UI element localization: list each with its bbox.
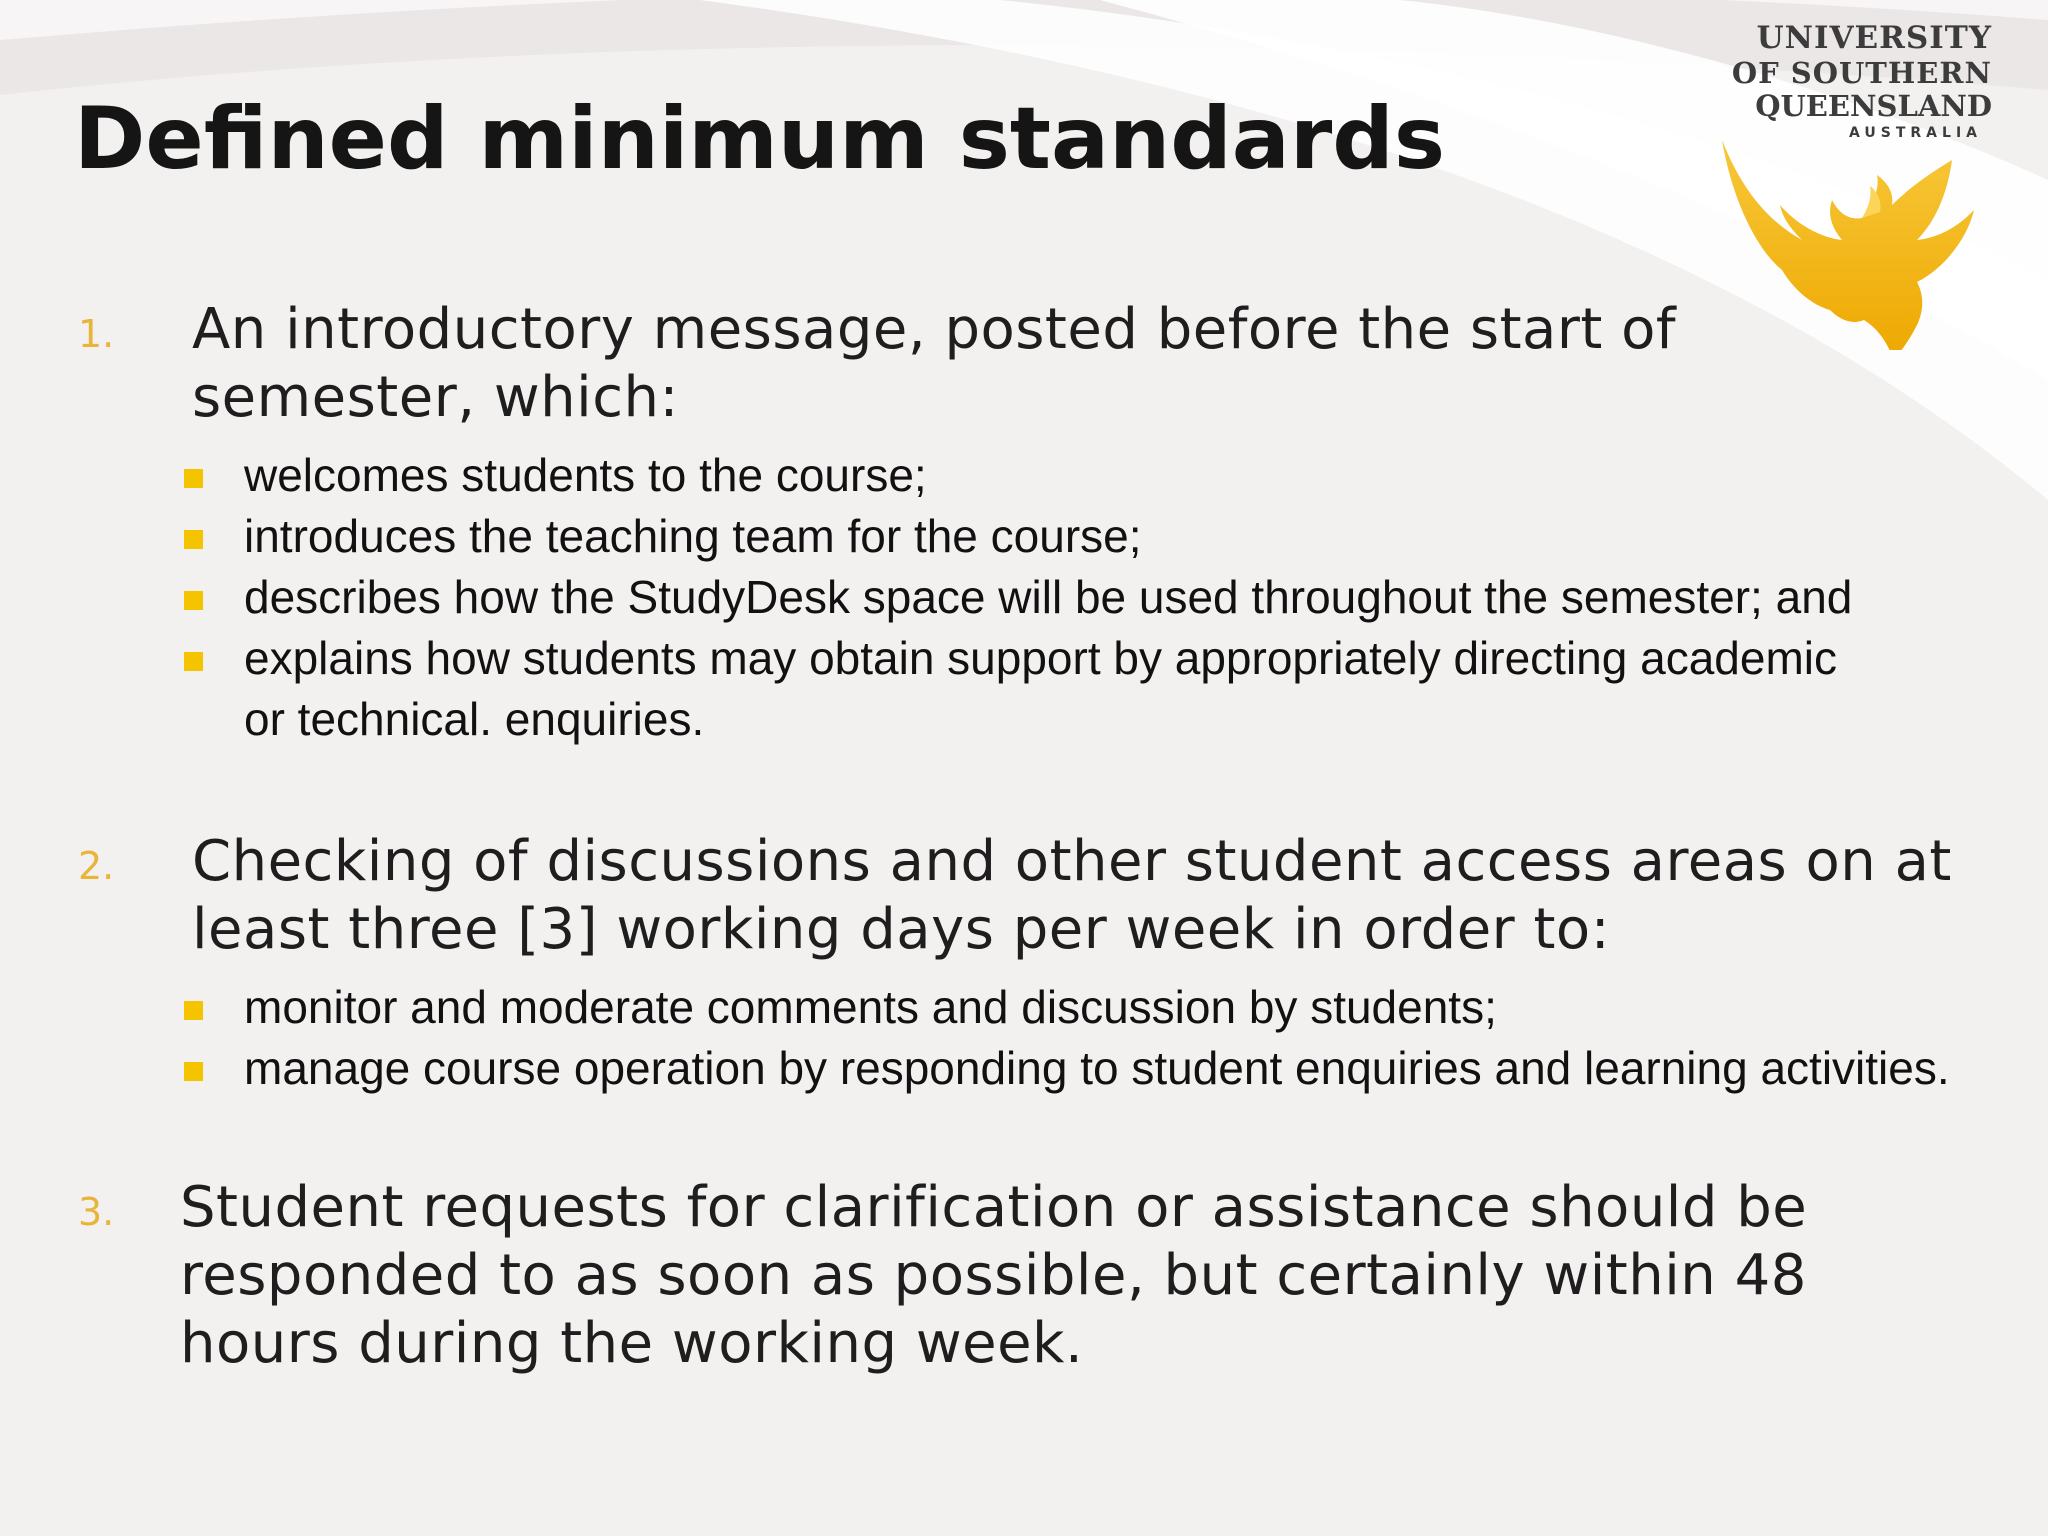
list-item: describes how the StudyDesk space will be used throughout the semester; and xyxy=(180,567,1980,628)
item-number: 2. xyxy=(78,844,115,888)
list-item: manage course operation by responding to student enquiries and learning activities. xyxy=(180,1038,1984,1099)
square-bullet-icon xyxy=(184,1001,203,1020)
list-item: introduces the teaching team for the course; xyxy=(180,506,1980,567)
logo-australia: AUSTRALIA xyxy=(1849,125,1982,141)
square-bullet-icon xyxy=(184,652,203,671)
list-item: explains how students may obtain support by appropriately directing academic or technical. enquiries. xyxy=(180,628,1884,750)
item-number: 1. xyxy=(78,312,115,356)
list-item: welcomes students to the course; xyxy=(180,445,1980,506)
square-bullet-icon xyxy=(184,530,203,549)
sub-list xyxy=(180,977,1980,1099)
square-bullet-icon xyxy=(184,591,203,610)
item-text: Checking of discussions and other student access areas on at least three [3] working days per week in order to: xyxy=(192,829,1952,962)
item-number: 3. xyxy=(78,1190,115,1234)
logo-of-southern: OF SOUTHERN xyxy=(1731,56,1992,90)
sub-list xyxy=(180,445,1980,750)
square-bullet-icon xyxy=(184,469,203,488)
square-bullet-icon xyxy=(184,1062,203,1081)
list-item: monitor and moderate comments and discussion by students; xyxy=(180,977,1980,1038)
slide-title: Defined minimum standards xyxy=(74,89,1446,189)
item-text: Student requests for clarification or assistance should be responded to as soon as possible, but certainly within 48 hours during the working week. xyxy=(180,1175,1808,1376)
logo-university: UNIVERSITY xyxy=(1756,20,1992,56)
logo-queensland: QUEENSLAND xyxy=(1755,89,1992,123)
item-text: An introductory message, posted before the start of semester, which: xyxy=(192,297,1677,430)
